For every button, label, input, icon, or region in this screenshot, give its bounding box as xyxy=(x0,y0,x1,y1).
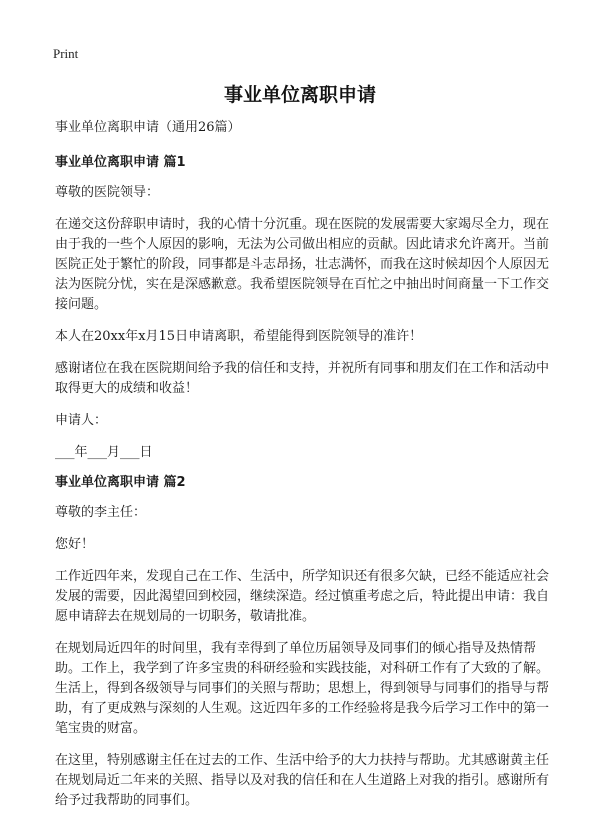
body-paragraph: 在递交这份辞职申请时，我的心情十分沉重。现在医院的发展需要大家竭尽全力，现在由于我的一些个人原因的影响，无法为公司做出相应的贡献。因此请求允许离开。当前医院正处于繁忙的阶段，同事都是斗志昂扬，壮志满怀，而我在这时候却因个人原因无法为医院分忧，实在是深感歉意。我希望医院领导在百忙之中抽出时间商量一下工作交接问题。 xyxy=(55,217,550,312)
applicant-line: 申请人： xyxy=(55,413,108,428)
body-paragraph: 工作近四年来，发现自己在工作、生活中，所学知识还有很多欠缺，已经不能适应社会发展的需要，因此渴望回到校园，继续深造。经过慎重考虑之后，特此提出申请：我自愿申请辞去在规划局的一切职务，敬请批准。 xyxy=(55,569,550,624)
body-paragraph: 感谢诸位在我在医院期间给予我的信任和支持，并祝所有同事和朋友们在工作和活动中取得更大的成绩和收益！ xyxy=(55,361,550,396)
body-paragraph: 本人在20xx年x月15日申请离职，希望能得到医院领导的准许！ xyxy=(55,329,423,344)
section-heading-2: 事业单位离职申请 篇2 xyxy=(55,475,186,490)
print-link[interactable]: Print xyxy=(53,46,79,61)
document-body xyxy=(55,118,550,823)
date-line: ___年___月___日 xyxy=(55,445,153,460)
salutation: 尊敬的医院领导： xyxy=(55,185,160,200)
section-heading-1: 事业单位离职申请 篇1 xyxy=(55,155,186,170)
body-paragraph: 在规划局近四年的时间里，我有幸得到了单位历届领导及同事们的倾心指导及热情帮助。工作上，我学到了许多宝贵的科研经验和实践技能，对科研工作有了大致的了解。生活上，得到各级领导与同事们的关照与帮助；思想上，得到领导与同事们的指导与帮助，有了更成熟与深刻的人生观。这近四年多的工作经验将是我今后学习工作中的第一笔宝贵的财富。 xyxy=(55,641,550,736)
body-paragraph: 在这里，特别感谢主任在过去的工作、生活中给予的大力扶持与帮助。尤其感谢黄主任在规划局近二年来的关照、指导以及对我的信任和在人生道路上对我的指引。感谢所有给予过我帮助的同事们。 xyxy=(55,753,550,808)
salutation: 尊敬的李主任： xyxy=(55,505,147,520)
document-subtitle: 事业单位离职申请（通用26篇） xyxy=(55,120,241,135)
document-title: 事业单位离职申请 xyxy=(223,84,376,106)
greeting: 您好！ xyxy=(55,537,95,552)
